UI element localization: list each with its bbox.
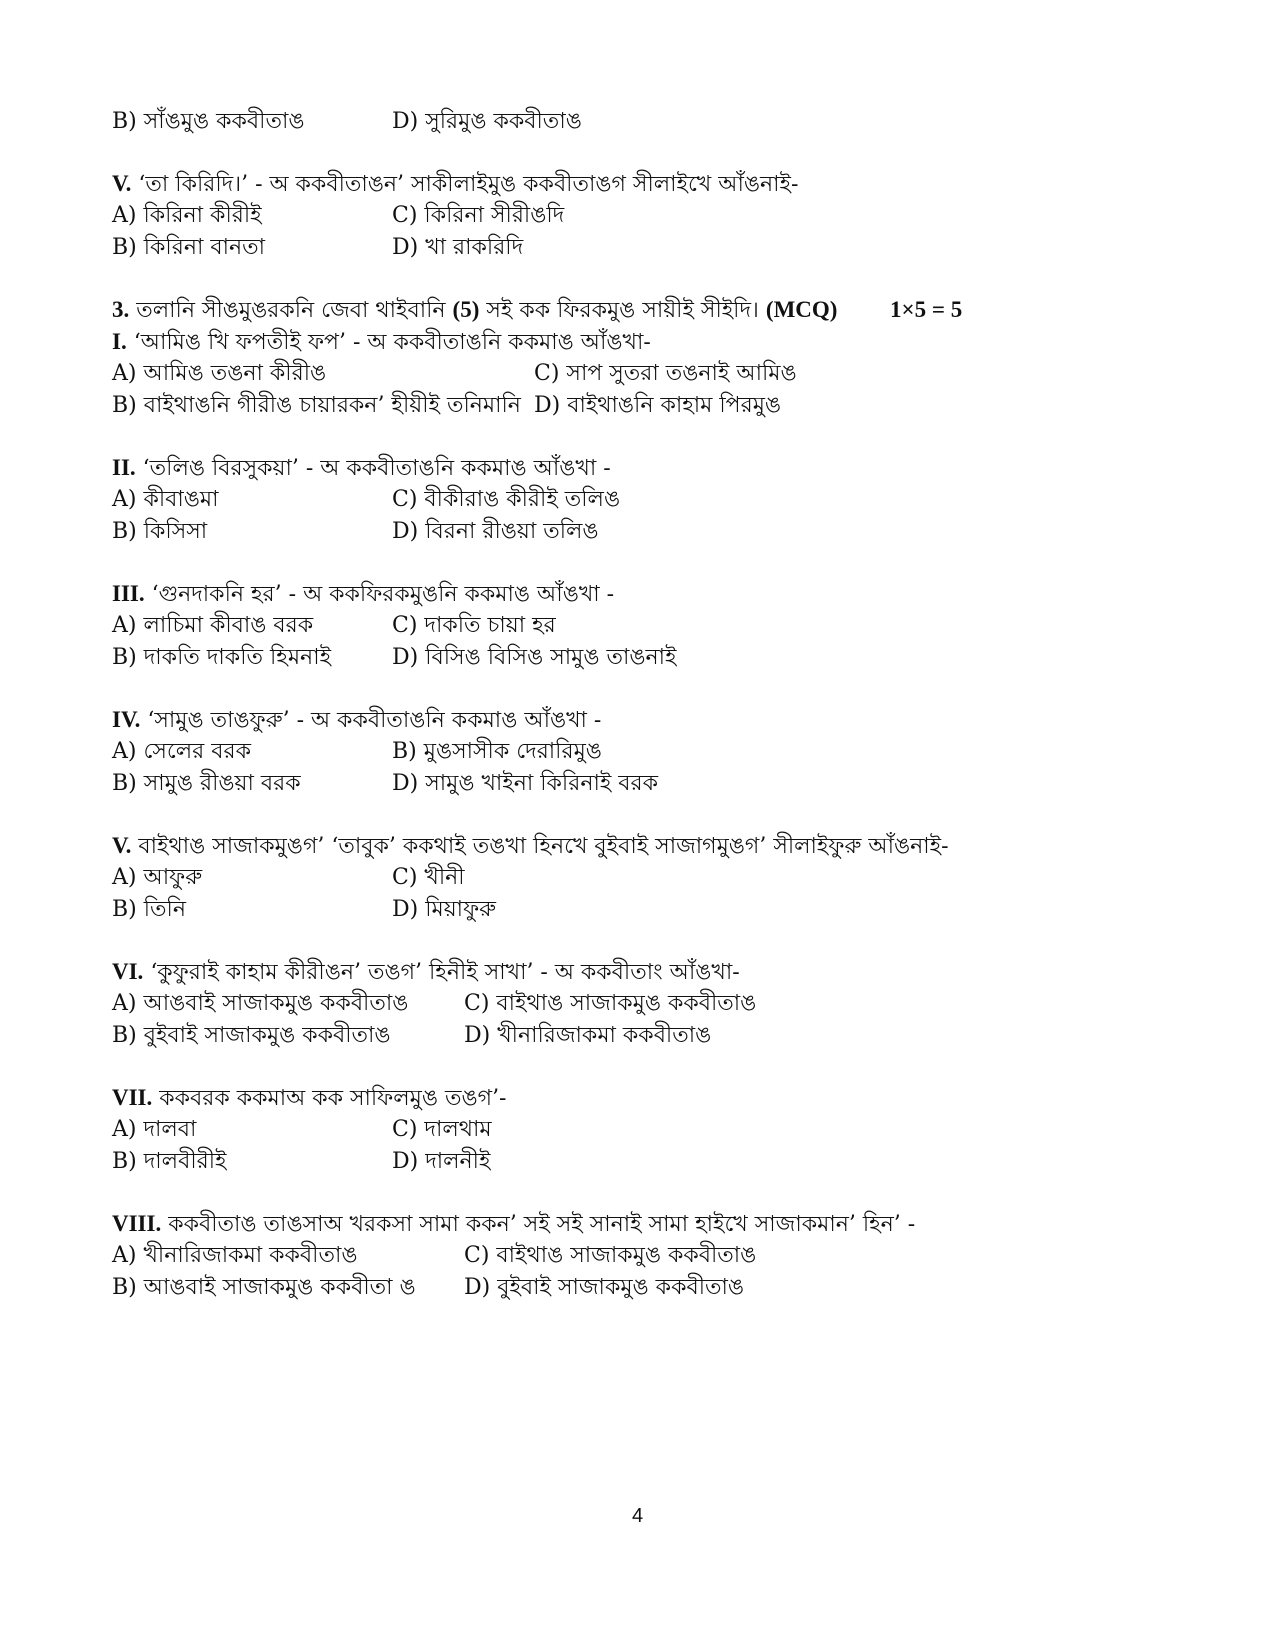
option-c: B) মুঙসাসীক দেরারিমুঙ xyxy=(392,739,602,764)
option-c: C) দালথাম xyxy=(392,1117,492,1142)
option-a: A) আঙবাই সাজাকমুঙ ককবীতাঙ xyxy=(112,991,409,1016)
option-d: D) দালনীই xyxy=(392,1149,491,1174)
option-a: A) কীবাঙমা xyxy=(112,487,219,512)
option-c: C) সাপ সুতরা তঙনাই আমিঙ xyxy=(534,361,797,386)
option-d: D) খা রাকরিদি xyxy=(392,235,524,260)
question-stem xyxy=(112,1082,507,1114)
question-text: ‘সামুঙ তাঙফুরু’ - অ ককবীতাঙনি ককমাঙ আঁঙখা - xyxy=(147,708,602,733)
option-b: B) সাঁঙমুঙ ককবীতাঙ xyxy=(112,109,305,134)
option-a: A) আফুরু xyxy=(112,865,203,890)
section-number: 3. xyxy=(112,297,130,322)
option-c: C) দাকতি চায়া হর xyxy=(392,613,556,638)
question-text: ‘তলিঙ বিরসুকয়া’ - অ ককবীতাঙনি ককমাঙ আঁঙখা - xyxy=(142,456,611,481)
option-d: D) বিসিঙ বিসিঙ সামুঙ তাঙনাই xyxy=(392,645,677,670)
option-b: B) বুইবাই সাজাকমুঙ ককবীতাঙ xyxy=(112,1023,391,1048)
option-d: D) সুরিমুঙ ককবীতাঙ xyxy=(392,109,582,134)
question-stem xyxy=(112,704,601,736)
option-c: C) বাইথাঙ সাজাকমুঙ ককবীতাঙ xyxy=(464,1243,757,1268)
option-a: A) দালবা xyxy=(112,1117,197,1142)
option-d: D) বাইথাঙনি কাহাম পিরমুঙ xyxy=(534,393,782,418)
option-a: A) লাচিমা কীবাঙ বরক xyxy=(112,613,314,638)
question-number: IV. xyxy=(112,707,141,732)
option-d: D) বিরনা রীঙয়া তলিঙ xyxy=(392,519,599,544)
option-d: D) মিয়াফুরু xyxy=(392,897,497,922)
question-stem xyxy=(112,578,614,610)
option-a: A) খীনারিজাকমা ককবীতাঙ xyxy=(112,1243,358,1268)
section-marks: 1×5 = 5 xyxy=(890,297,963,322)
question-number: V. xyxy=(112,833,132,858)
question-stem xyxy=(112,830,949,862)
question-stem xyxy=(112,326,651,358)
section-tag: (MCQ) xyxy=(765,297,838,322)
question-text: ককবীতাঙ তাঙসাঅ খরকসা সামা ককন’ সই সই সানাই সামা হাইখে সাজাকমান’ হিন’ - xyxy=(168,1212,916,1237)
question-text: ‘আমিঙ খি ফপতীই ফপ’ - অ ককবীতাঙনি ককমাঙ আঁঙখা- xyxy=(133,330,651,355)
option-a: A) কিরিনা কীরীই xyxy=(112,203,262,228)
option-a: A) আমিঙ তঙনা কীরীঙ xyxy=(112,361,327,386)
option-d: D) সামুঙ খাইনা কিরিনাই বরক xyxy=(392,771,659,796)
question-text: ‘তা কিরিদি।’ - অ ককবীতাঙন’ সাকীলাইমুঙ ককবীতাঙগ সীলাইখে আঁঙনাই- xyxy=(138,172,799,197)
section-instruction: তলানি সীঙমুঙরকনি জেবা থাইবানি xyxy=(136,298,446,323)
option-b: B) বাইথাঙনি গীরীঙ চায়ারকন’ হীয়ীই তনিমানি xyxy=(112,393,521,418)
section-header xyxy=(112,294,1212,326)
question-text: ‘কুফুরাই কাহাম কীরীঙন’ তঙগ’ হিনীই সাখা’ - অ ককবীতাং আঁঙখা- xyxy=(150,960,740,985)
question-number: VIII. xyxy=(112,1211,162,1236)
question-number: III. xyxy=(112,581,145,606)
option-c: C) কিরিনা সীরীঙদি xyxy=(392,203,565,228)
question-stem xyxy=(112,956,740,988)
option-c: C) বীকীরাঙ কীরীই তলিঙ xyxy=(392,487,621,512)
section-instruction-2: সই কক ফিরকমুঙ সায়ীই সীইদি। xyxy=(486,298,759,323)
question-number: I. xyxy=(112,329,127,354)
option-b: B) আঙবাই সাজাকমুঙ ককবীতা ঙ xyxy=(112,1275,416,1300)
option-d: D) খীনারিজাকমা ককবীতাঙ xyxy=(464,1023,712,1048)
option-b: B) সামুঙ রীঙয়া বরক xyxy=(112,771,301,796)
question-number: V. xyxy=(112,171,132,196)
option-b: B) দালবীরীই xyxy=(112,1149,227,1174)
option-c: C) বাইথাঙ সাজাকমুঙ ককবীতাঙ xyxy=(464,991,757,1016)
question-stem xyxy=(112,1208,915,1240)
option-b: B) কিরিনা বানতা xyxy=(112,235,265,260)
option-a: A) সেলের বরক xyxy=(112,739,251,764)
question-number: VII. xyxy=(112,1085,153,1110)
option-c: C) খীনী xyxy=(392,865,465,890)
option-b: B) তিনি xyxy=(112,897,186,922)
question-text: ককবরক ককমাঅ কক সাফিলমুঙ তঙগ’- xyxy=(159,1086,507,1111)
page-number: 4 xyxy=(631,1505,644,1527)
question-stem xyxy=(112,452,611,484)
question-number: II. xyxy=(112,455,136,480)
option-b: B) কিসিসা xyxy=(112,519,208,544)
question-text: ‘গুনদাকনি হর’ - অ ককফিরকমুঙনি ককমাঙ আঁঙখা - xyxy=(151,582,615,607)
question-text: বাইথাঙ সাজাকমুঙগ’ ‘তাবুক’ ককথাই তঙখা হিনখে বুইবাই সাজাগমুঙগ’ সীলাইফুরু আঁঙনাই- xyxy=(138,834,949,859)
question-number: VI. xyxy=(112,959,144,984)
section-count: (5) xyxy=(452,297,480,322)
option-b: B) দাকতি দাকতি হিমনাই xyxy=(112,645,332,670)
question-stem xyxy=(112,168,798,200)
option-d: D) বুইবাই সাজাকমুঙ ককবীতাঙ xyxy=(464,1275,745,1300)
